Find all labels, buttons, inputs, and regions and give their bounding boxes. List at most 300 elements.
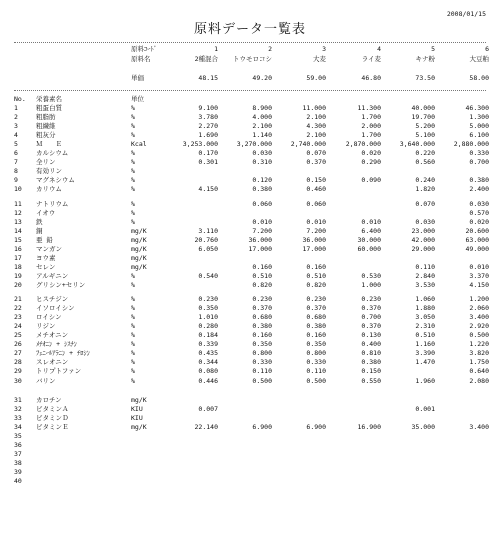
- table-row: [0, 441, 500, 450]
- value-cell: 0.007: [198, 404, 218, 413]
- row-number: 27: [14, 349, 22, 358]
- value-cell: 23.000: [411, 226, 435, 235]
- value-cell: 0.150: [306, 176, 326, 185]
- value-cell: 29.000: [411, 244, 435, 253]
- row-number: 9: [14, 176, 18, 185]
- nutrient-name: 有効リン: [36, 167, 62, 176]
- header-divider: [14, 90, 486, 91]
- value-cell: 0.330: [306, 358, 326, 367]
- value-cell: 7.200: [252, 226, 272, 235]
- table-row: [0, 227, 500, 236]
- value-cell: 1.820: [415, 185, 435, 194]
- value-cell: 0.500: [306, 376, 326, 385]
- table-row: [0, 158, 500, 167]
- nutrient-name: ロイシン: [36, 313, 62, 322]
- value-cell: 0.530: [361, 271, 381, 280]
- value-cell: 0.680: [306, 313, 326, 322]
- nutrient-unit: mg/K: [131, 262, 147, 271]
- value-cell: 19.700: [411, 113, 435, 121]
- table-row: [0, 304, 500, 313]
- value-cell: 1.220: [469, 340, 489, 349]
- table-row: [0, 185, 500, 194]
- nutrient-name: アルギニン: [36, 271, 69, 280]
- report-date: 2008/01/15: [446, 10, 486, 18]
- row-number: 20: [14, 281, 22, 289]
- value-cell: 6.900: [252, 422, 272, 431]
- nutrient-name: ﾌｪﾆｰﾙｱﾗﾆﾝ + ﾁﾛｼﾝ: [36, 349, 90, 358]
- value-cell: 0.370: [306, 158, 326, 167]
- value-cell: 8.900: [252, 104, 272, 112]
- material-6: 大豆粕: [469, 55, 489, 63]
- value-cell: 1.140: [252, 131, 272, 140]
- report-title: 原料データ一覧表: [193, 22, 306, 37]
- table-row: [0, 104, 500, 113]
- material-name-row: [0, 55, 500, 64]
- nutrient-unit: %: [131, 349, 135, 358]
- value-cell: 4.150: [198, 185, 218, 194]
- table-row: [0, 167, 500, 176]
- value-cell: 36.000: [248, 235, 272, 244]
- price-5: 73.50: [415, 74, 435, 82]
- value-cell: 40.000: [411, 104, 435, 112]
- value-cell: 0.810: [361, 349, 381, 358]
- row-number: 28: [14, 358, 22, 367]
- table-row: [0, 122, 500, 131]
- value-cell: 3,270.000: [236, 140, 272, 149]
- value-cell: 2.100: [252, 122, 272, 131]
- value-cell: 3.110: [198, 226, 218, 235]
- value-cell: 1.000: [361, 281, 381, 289]
- value-cell: 5.100: [415, 131, 435, 140]
- nutrient-name: ナトリウム: [36, 199, 69, 208]
- row-number: 5: [14, 140, 18, 149]
- nutrient-name: リジン: [36, 322, 56, 331]
- value-cell: 0.010: [252, 217, 272, 226]
- table-row: [0, 236, 500, 245]
- nutrient-name: カルシウム: [36, 149, 69, 158]
- value-cell: 6.100: [469, 131, 489, 140]
- value-cell: 0.800: [306, 349, 326, 358]
- nutrient-unit: %: [131, 271, 135, 280]
- value-cell: 0.350: [252, 340, 272, 349]
- value-cell: 63.000: [465, 235, 489, 244]
- material-3: 大麦: [313, 55, 326, 63]
- value-cell: 0.339: [198, 340, 218, 349]
- value-cell: 9.100: [198, 104, 218, 112]
- table-row: [0, 176, 500, 185]
- row-number: 38: [14, 458, 22, 467]
- value-cell: 0.330: [469, 149, 489, 158]
- value-cell: 0.080: [198, 367, 218, 376]
- nutrient-name: トリプトファン: [36, 367, 82, 376]
- value-cell: 5.000: [469, 122, 489, 131]
- value-cell: 0.370: [361, 304, 381, 313]
- material-code-row: [0, 45, 500, 54]
- material-1: 2種混合: [194, 55, 218, 63]
- nutrient-unit: %: [131, 217, 135, 226]
- nutrient-unit: %: [131, 322, 135, 331]
- row-number: 18: [14, 262, 22, 271]
- table-row: [0, 432, 500, 441]
- value-cell: 6.050: [198, 244, 218, 253]
- nutrient-name: 粗繊維: [36, 122, 56, 131]
- table-row: [0, 254, 500, 263]
- value-cell: 0.184: [198, 331, 218, 340]
- value-cell: 0.500: [469, 331, 489, 340]
- row-number: 39: [14, 467, 22, 476]
- value-cell: 0.110: [415, 262, 435, 271]
- table-row: [0, 468, 500, 477]
- value-cell: 0.446: [198, 376, 218, 385]
- row-number: 4: [14, 131, 18, 140]
- value-cell: 0.370: [306, 304, 326, 313]
- value-cell: 0.010: [469, 262, 489, 271]
- value-cell: 0.160: [306, 331, 326, 340]
- value-cell: 2.060: [469, 304, 489, 313]
- value-cell: 3.400: [469, 422, 489, 431]
- value-cell: 1.700: [361, 113, 381, 121]
- table-row: [0, 313, 500, 322]
- price-1: 48.15: [198, 74, 218, 82]
- table-row: [0, 200, 500, 209]
- nutrient-unit: %: [131, 149, 135, 158]
- row-number: 22: [14, 304, 22, 313]
- row-number: 32: [14, 404, 22, 413]
- value-cell: 0.060: [306, 199, 326, 208]
- value-cell: 0.380: [361, 358, 381, 367]
- value-cell: 2.080: [469, 376, 489, 385]
- row-number: 19: [14, 271, 22, 280]
- value-cell: 3,640.000: [399, 140, 435, 149]
- value-cell: 3.390: [415, 349, 435, 358]
- value-cell: 3.050: [415, 313, 435, 322]
- row-number: 6: [14, 149, 18, 158]
- nutrient-name: バリン: [36, 376, 56, 385]
- nutrient-unit: %: [131, 208, 135, 217]
- value-cell: 2.400: [469, 185, 489, 194]
- row-number: 3: [14, 122, 18, 131]
- code-6: 6: [485, 45, 489, 53]
- row-number: 40: [14, 477, 22, 485]
- nutrient-unit: mg/K: [131, 244, 147, 253]
- value-cell: 0.230: [361, 295, 381, 303]
- value-cell: 1.690: [198, 131, 218, 140]
- nutrient-name: 全リン: [36, 158, 56, 167]
- nutrient-name: グリシン+セリン: [36, 281, 86, 289]
- row-number: 17: [14, 253, 22, 262]
- price-2: 49.20: [252, 74, 272, 82]
- row-number: 24: [14, 322, 22, 331]
- value-cell: 1.160: [415, 340, 435, 349]
- value-cell: 2.100: [306, 113, 326, 121]
- value-cell: 0.370: [361, 322, 381, 331]
- table-row: [0, 423, 500, 432]
- col-no-header: No.: [14, 95, 26, 103]
- value-cell: 2.270: [198, 122, 218, 131]
- row-number: 23: [14, 313, 22, 322]
- nutrient-unit: mg/K: [131, 235, 147, 244]
- value-cell: 0.550: [361, 376, 381, 385]
- nutrient-unit: %: [131, 104, 135, 112]
- value-cell: 7.200: [306, 226, 326, 235]
- material-4: ライ麦: [361, 55, 381, 63]
- nutrient-unit: %: [131, 281, 135, 289]
- nutrient-unit: %: [131, 295, 135, 303]
- value-cell: 0.380: [252, 322, 272, 331]
- table-row: [0, 377, 500, 386]
- material-5: キナ粉: [415, 55, 435, 63]
- row-number: 11: [14, 199, 22, 208]
- row-number: 1: [14, 104, 18, 112]
- value-cell: 0.640: [469, 367, 489, 376]
- value-cell: 2,740.000: [290, 140, 326, 149]
- nutrient-name: 鉄: [36, 217, 43, 226]
- nutrient-name: イオウ: [36, 208, 56, 217]
- table-row: [0, 477, 500, 486]
- value-cell: 0.510: [415, 331, 435, 340]
- nutrient-unit: %: [131, 367, 135, 376]
- value-cell: 0.090: [361, 176, 381, 185]
- code-5: 5: [431, 45, 435, 53]
- code-4: 4: [377, 45, 381, 53]
- nutrient-name: ヨウ素: [36, 253, 56, 262]
- value-cell: 46.300: [465, 104, 489, 112]
- nutrient-unit: mg/K: [131, 395, 147, 404]
- value-cell: 0.130: [361, 331, 381, 340]
- table-row: [0, 263, 500, 272]
- row-number: 33: [14, 413, 22, 422]
- nutrient-unit: KIU: [131, 413, 143, 422]
- nutrient-unit: Kcal: [131, 140, 147, 149]
- nutrient-name: マグネシウム: [36, 176, 75, 185]
- value-cell: 4.150: [469, 281, 489, 289]
- row-number: 15: [14, 235, 22, 244]
- value-cell: 1.010: [198, 313, 218, 322]
- nutrient-unit: %: [131, 331, 135, 340]
- row-number: 31: [14, 395, 22, 404]
- value-cell: 0.301: [198, 158, 218, 167]
- value-cell: 0.344: [198, 358, 218, 367]
- row-number: 30: [14, 376, 22, 385]
- row-number: 16: [14, 244, 22, 253]
- value-cell: 1.200: [469, 295, 489, 303]
- value-cell: 11.300: [357, 104, 381, 112]
- value-cell: 1.880: [415, 304, 435, 313]
- table-row: [0, 450, 500, 459]
- value-cell: 0.570: [469, 208, 489, 217]
- value-cell: 0.001: [415, 404, 435, 413]
- value-cell: 0.510: [306, 271, 326, 280]
- value-cell: 0.170: [198, 149, 218, 158]
- value-cell: 0.380: [252, 185, 272, 194]
- value-cell: 0.230: [198, 295, 218, 303]
- value-cell: 0.070: [306, 149, 326, 158]
- row-number: 14: [14, 226, 22, 235]
- value-cell: 0.370: [252, 304, 272, 313]
- value-cell: 0.120: [252, 176, 272, 185]
- value-cell: 35.000: [411, 422, 435, 431]
- value-cell: 1.470: [415, 358, 435, 367]
- nutrient-unit: %: [131, 131, 135, 140]
- name-label: 原料名: [131, 55, 151, 63]
- value-cell: 0.820: [252, 281, 272, 289]
- value-cell: 1.700: [361, 131, 381, 140]
- table-row: [0, 322, 500, 331]
- value-cell: 0.330: [252, 358, 272, 367]
- value-cell: 0.350: [198, 304, 218, 313]
- value-cell: 1.060: [415, 295, 435, 303]
- value-cell: 5.200: [415, 122, 435, 131]
- value-cell: 3.820: [469, 349, 489, 358]
- table-row: [0, 149, 500, 158]
- value-cell: 3.530: [415, 281, 435, 289]
- row-number: 2: [14, 113, 18, 121]
- value-cell: 2.840: [415, 271, 435, 280]
- row-number: 36: [14, 440, 22, 449]
- table-row: [0, 414, 500, 423]
- table-row: [0, 281, 500, 290]
- table-row: [0, 245, 500, 254]
- value-cell: 0.560: [415, 158, 435, 167]
- nutrient-name: スレオニン: [36, 358, 69, 367]
- value-cell: 2.920: [469, 322, 489, 331]
- table-row: [0, 295, 500, 304]
- nutrient-name: 粗蛋白質: [36, 104, 62, 112]
- price-6: 58.00: [469, 74, 489, 82]
- value-cell: 17.000: [302, 244, 326, 253]
- value-cell: 0.010: [306, 217, 326, 226]
- value-cell: 22.140: [194, 422, 218, 431]
- code-2: 2: [268, 45, 272, 53]
- value-cell: 0.160: [252, 331, 272, 340]
- value-cell: 2,870.000: [345, 140, 381, 149]
- table-row: [0, 340, 500, 349]
- value-cell: 0.030: [415, 217, 435, 226]
- value-cell: 0.070: [415, 199, 435, 208]
- table-row: [0, 209, 500, 218]
- value-cell: 0.030: [252, 149, 272, 158]
- value-cell: 0.230: [306, 295, 326, 303]
- nutrient-name: 粗灰分: [36, 131, 56, 140]
- value-cell: 0.110: [252, 367, 272, 376]
- price-row: [0, 74, 500, 83]
- value-cell: 0.160: [306, 262, 326, 271]
- top-divider: [14, 42, 486, 43]
- value-cell: 0.460: [306, 185, 326, 194]
- value-cell: 0.700: [469, 158, 489, 167]
- row-number: 21: [14, 295, 22, 303]
- value-cell: 0.010: [361, 217, 381, 226]
- row-number: 13: [14, 217, 22, 226]
- value-cell: 0.350: [306, 340, 326, 349]
- nutrient-unit: mg/K: [131, 422, 147, 431]
- row-number: 25: [14, 331, 22, 340]
- col-name-header: 栄養素名: [36, 95, 62, 103]
- value-cell: 0.310: [252, 158, 272, 167]
- table-row: [0, 367, 500, 376]
- value-cell: 0.220: [415, 149, 435, 158]
- table-row: [0, 459, 500, 468]
- price-label: 単価: [131, 74, 144, 82]
- row-number: 10: [14, 185, 22, 194]
- nutrient-name: イソロイシン: [36, 304, 75, 313]
- nutrient-unit: %: [131, 340, 135, 349]
- row-number: 37: [14, 449, 22, 458]
- row-number: 8: [14, 167, 18, 176]
- value-cell: 0.110: [306, 367, 326, 376]
- value-cell: 0.280: [198, 322, 218, 331]
- value-cell: 49.000: [465, 244, 489, 253]
- value-cell: 0.800: [252, 349, 272, 358]
- material-2: トウモロコシ: [233, 55, 272, 63]
- nutrient-unit: %: [131, 313, 135, 322]
- row-number: 26: [14, 340, 22, 349]
- nutrient-name: ビタミンＥ: [36, 422, 69, 431]
- nutrient-name: ヒスチジン: [36, 295, 69, 303]
- value-cell: 1.960: [415, 376, 435, 385]
- value-cell: 3.400: [469, 313, 489, 322]
- value-cell: 3.370: [469, 271, 489, 280]
- row-number: 35: [14, 431, 22, 440]
- value-cell: 0.510: [252, 271, 272, 280]
- value-cell: 0.700: [361, 313, 381, 322]
- table-row: [0, 140, 500, 149]
- nutrient-name: マンガン: [36, 244, 62, 253]
- value-cell: 0.540: [198, 271, 218, 280]
- value-cell: 0.160: [252, 262, 272, 271]
- row-number: 7: [14, 158, 18, 167]
- value-cell: 4.000: [252, 113, 272, 121]
- nutrient-name: ビタミンＡ: [36, 404, 69, 413]
- nutrient-unit: %: [131, 167, 135, 176]
- nutrient-unit: %: [131, 158, 135, 167]
- nutrient-name: 亜 鉛: [36, 235, 53, 244]
- value-cell: 42.000: [411, 235, 435, 244]
- table-row: [0, 131, 500, 140]
- table-row: [0, 396, 500, 405]
- table-row: [0, 349, 500, 358]
- price-4: 46.80: [361, 74, 381, 82]
- value-cell: 0.680: [252, 313, 272, 322]
- table-row: [0, 218, 500, 227]
- value-cell: 2.100: [306, 131, 326, 140]
- value-cell: 1.750: [469, 358, 489, 367]
- table-row: [0, 113, 500, 122]
- nutrient-name: 銅: [36, 226, 43, 235]
- value-cell: 0.030: [469, 199, 489, 208]
- value-cell: 20.600: [465, 226, 489, 235]
- value-cell: 0.290: [361, 158, 381, 167]
- price-3: 59.00: [306, 74, 326, 82]
- value-cell: 0.150: [361, 367, 381, 376]
- nutrient-unit: %: [131, 376, 135, 385]
- nutrient-unit: %: [131, 358, 135, 367]
- value-cell: 0.820: [306, 281, 326, 289]
- value-cell: 4.300: [306, 122, 326, 131]
- value-cell: 20.760: [194, 235, 218, 244]
- value-cell: 0.060: [252, 199, 272, 208]
- nutrient-unit: %: [131, 122, 135, 131]
- value-cell: 0.380: [306, 322, 326, 331]
- table-row: [0, 272, 500, 281]
- value-cell: 6.900: [306, 422, 326, 431]
- nutrient-name: カロチン: [36, 395, 62, 404]
- nutrient-name: 粗脂肪: [36, 113, 56, 121]
- value-cell: 0.435: [198, 349, 218, 358]
- nutrient-unit: mg/K: [131, 253, 147, 262]
- code-label: 原料ｺｰﾄﾞ: [131, 45, 157, 53]
- value-cell: 0.230: [252, 295, 272, 303]
